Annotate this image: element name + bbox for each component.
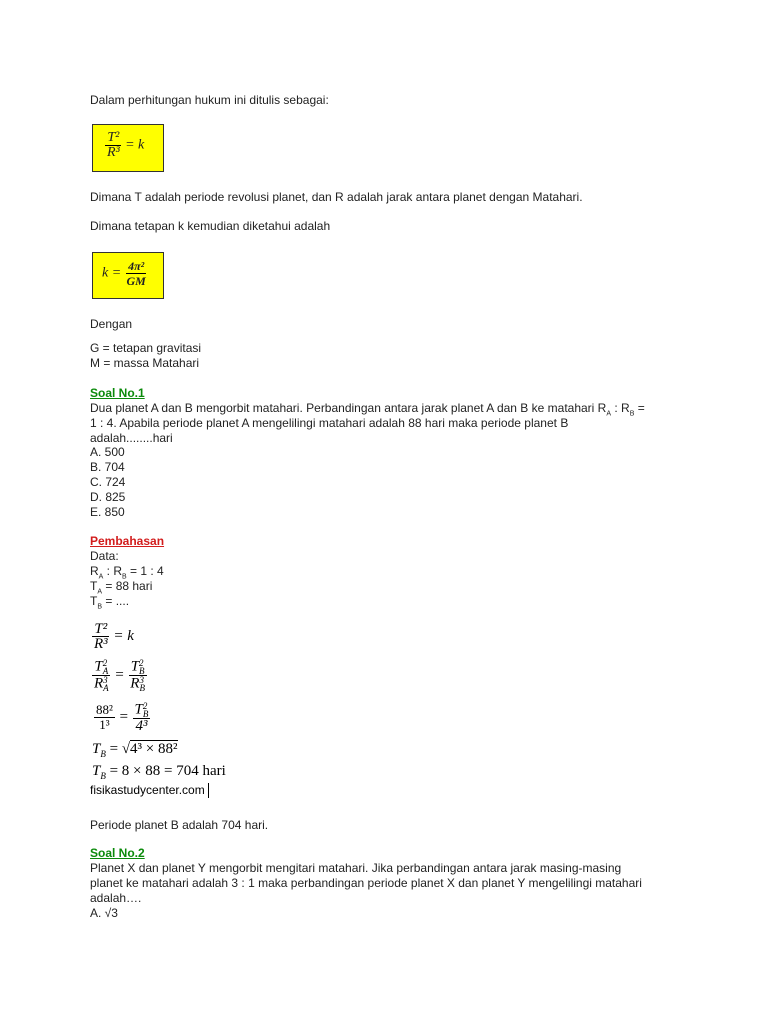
eq2-left-num: T <box>94 658 103 675</box>
formula-k-lhs: k = <box>102 265 122 281</box>
definition-m: M = massa Matahari <box>90 356 200 370</box>
soal-2-heading: Soal No.2 <box>90 846 145 860</box>
eq1-rhs: = k <box>113 628 134 644</box>
solution-math-block <box>92 622 292 782</box>
eq5-rhs: = 8 × 88 = 704 hari <box>109 763 226 779</box>
ta-value: = 88 hari <box>102 579 153 593</box>
eq4-sqrt-symbol: √ <box>121 741 131 757</box>
eq3-right-num-sub: B <box>142 709 149 719</box>
eq1-fraction <box>92 622 110 651</box>
soal-1-option-d: D. 825 <box>90 490 126 504</box>
soal-2-line-1: Planet X dan planet Y mengorbit mengitari matahari. Jika perbandingan antara jarak masing-masing <box>90 861 622 875</box>
soal-1-sub-b: B <box>629 410 635 418</box>
formula-k-fraction <box>125 259 148 288</box>
soal-1-option-b: B. 704 <box>90 460 125 474</box>
eq2-right-num-sup: 2 <box>139 658 144 668</box>
eq2-equals: = <box>114 667 125 683</box>
ratio-r-sub-b: B <box>122 573 127 581</box>
soal-1-heading: Soal No.1 <box>90 386 145 400</box>
formula-kepler-denominator: R³ <box>107 145 120 160</box>
ta-symbol: T <box>90 579 98 593</box>
solution-eq-4 <box>92 741 178 759</box>
tb-symbol: T <box>90 594 98 608</box>
eq2-right-den-sub: B <box>139 683 145 693</box>
eq2-right-fraction <box>128 659 147 692</box>
eq2-left-den: R <box>94 675 104 692</box>
soal-2-line-3: adalah…. <box>90 891 142 905</box>
ratio-r-value: = 1 : 4 <box>126 564 164 578</box>
soal-1-line-3: adalah........hari <box>90 431 173 445</box>
tb-sub: B <box>97 603 103 611</box>
eq3-right-num-sup: 2 <box>142 701 148 711</box>
tb-value: = .... <box>102 594 130 608</box>
soal-1-sub-a: A <box>606 410 612 418</box>
description-t-r: Dimana T adalah periode revolusi planet, dan R adalah jarak antara planet dengan Matahari. <box>90 190 583 204</box>
formula-kepler-rhs: = k <box>125 137 145 153</box>
eq3-left-den: 1³ <box>99 717 110 732</box>
eq2-left-num-sub: A <box>102 666 109 676</box>
ratio-r-a: R <box>90 564 99 578</box>
watermark-fisikastudycenter: fisikastudycenter.com <box>90 783 209 798</box>
pembahasan-tb <box>90 594 129 614</box>
formula-kepler-fraction <box>105 131 122 160</box>
soal-2-option-a: A. √3 <box>90 906 118 920</box>
eq3-right-fraction <box>133 702 151 733</box>
result-text: Periode planet B adalah 704 hari. <box>90 818 269 832</box>
eq4-radicand: 4³ × 88² <box>130 741 178 757</box>
eq3-equals: = <box>118 709 129 725</box>
eq2-left-den-sub: A <box>103 683 109 693</box>
formula-kepler-box <box>92 124 164 172</box>
eq1-denominator: R³ <box>94 636 108 652</box>
eq2-left-num-sup: 2 <box>102 658 108 668</box>
pembahasan-data-label: Data: <box>90 549 119 563</box>
eq1-numerator: T² <box>94 621 108 637</box>
solution-eq-3 <box>94 702 150 733</box>
soal-1-line-1-end: = <box>634 401 645 415</box>
solution-eq-2 <box>92 659 147 692</box>
soal-1-option-c: C. 724 <box>90 475 126 489</box>
ta-sub: A <box>97 588 103 596</box>
solution-eq-1 <box>92 622 134 651</box>
eq2-left-den-sup: 3 <box>103 675 108 685</box>
eq2-right-num: T <box>130 658 140 675</box>
eq3-right-num: T <box>134 701 143 718</box>
pembahasan-heading: Pembahasan <box>90 534 165 548</box>
eq4-lhs: T <box>92 741 101 757</box>
dengan-label: Dengan <box>90 317 133 331</box>
solution-eq-5 <box>92 763 226 781</box>
soal-1-option-a: A. 500 <box>90 445 125 459</box>
soal-1-line-1-mid: : R <box>611 401 630 415</box>
eq2-left-fraction <box>92 659 111 692</box>
soal-1-line-2: 1 : 4. Apabila periode planet A mengelilingi matahari adalah 88 hari maka periode planet B <box>90 416 569 430</box>
formula-k-box <box>92 252 164 299</box>
soal-2-line-2: planet ke matahari adalah 3 : 1 maka perbandingan periode planet X dan planet Y mengelilingi matahari <box>90 876 642 890</box>
description-k: Dimana tetapan k kemudian diketahui adalah <box>90 219 331 233</box>
eq3-left-fraction <box>94 703 115 732</box>
ratio-r-b: : R <box>103 564 123 578</box>
eq2-right-num-sub: B <box>139 666 145 676</box>
eq3-right-den: 4³ <box>135 718 148 734</box>
formula-k-denominator: GM <box>126 274 146 288</box>
ratio-r-sub-a: A <box>98 573 104 581</box>
soal-1-line-1-text: Dua planet A dan B mengorbit matahari. Perbandingan antara jarak planet A dan B ke matahari R <box>90 401 607 415</box>
eq5-lhs-sub: B <box>100 771 106 781</box>
formula-k-numerator: 4π² <box>128 259 145 273</box>
intro-text: Dalam perhitungan hukum ini ditulis sebagai: <box>90 93 329 107</box>
eq4-lhs-sub: B <box>100 749 106 759</box>
definition-g: G = tetapan gravitasi <box>90 341 202 355</box>
soal-1-option-e: E. 850 <box>90 505 125 519</box>
eq2-right-den: R <box>130 675 140 692</box>
eq3-left-num: 88² <box>96 702 113 717</box>
eq5-lhs: T <box>92 763 101 779</box>
eq2-right-den-sup: 3 <box>139 675 144 685</box>
eq4-equals: = <box>109 741 119 757</box>
formula-kepler-numerator: T² <box>107 130 120 145</box>
